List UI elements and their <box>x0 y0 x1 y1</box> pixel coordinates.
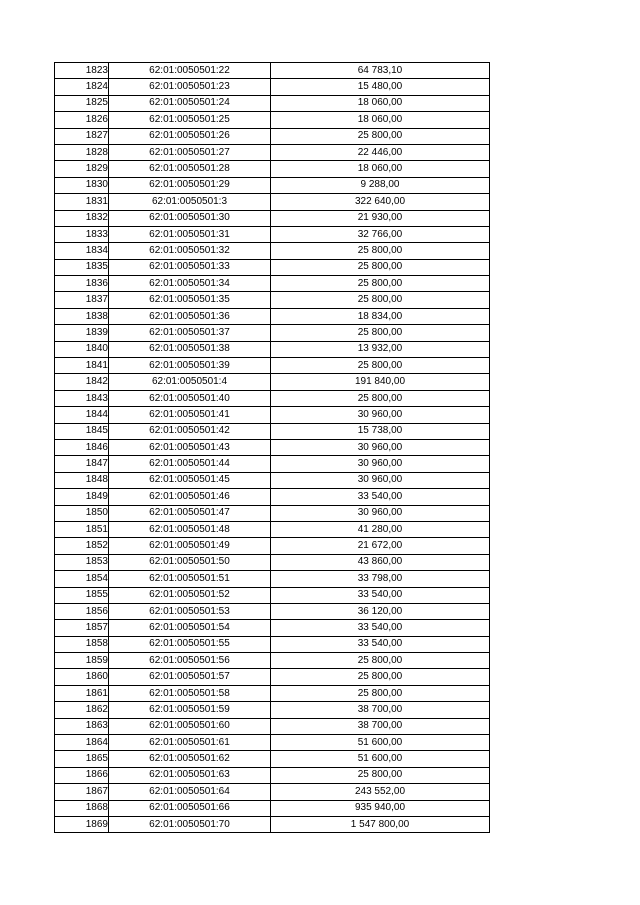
cadastral-value-cell: 18 060,00 <box>271 95 490 111</box>
cadastral-number-cell: 62:01:0050501:57 <box>109 669 271 685</box>
cadastral-value-cell: 25 800,00 <box>271 292 490 308</box>
table-row <box>55 571 490 587</box>
table-row <box>55 521 490 537</box>
row-number-cell: 1857 <box>55 620 109 636</box>
cadastral-number-cell: 62:01:0050501:63 <box>109 767 271 783</box>
row-number-cell: 1860 <box>55 669 109 685</box>
row-number-cell: 1849 <box>55 489 109 505</box>
table-row <box>55 292 490 308</box>
cadastral-value-cell: 15 480,00 <box>271 79 490 95</box>
table-row <box>55 374 490 390</box>
table-row <box>55 636 490 652</box>
row-number-cell: 1855 <box>55 587 109 603</box>
cadastral-number-cell: 62:01:0050501:24 <box>109 95 271 111</box>
cadastral-value-cell: 38 700,00 <box>271 702 490 718</box>
cadastral-value-cell: 243 552,00 <box>271 784 490 800</box>
cadastral-value-cell: 21 930,00 <box>271 210 490 226</box>
row-number-cell: 1839 <box>55 325 109 341</box>
cadastral-number-cell: 62:01:0050501:34 <box>109 276 271 292</box>
table-row <box>55 177 490 193</box>
cadastral-value-cell: 25 800,00 <box>271 259 490 275</box>
cadastral-value-cell: 25 800,00 <box>271 128 490 144</box>
row-number-cell: 1832 <box>55 210 109 226</box>
cadastral-value-cell: 191 840,00 <box>271 374 490 390</box>
table-row <box>55 226 490 242</box>
cadastral-number-cell: 62:01:0050501:44 <box>109 456 271 472</box>
row-number-cell: 1864 <box>55 735 109 751</box>
table-row <box>55 816 490 832</box>
row-number-cell: 1831 <box>55 194 109 210</box>
table-row <box>55 308 490 324</box>
cadastral-number-cell: 62:01:0050501:36 <box>109 308 271 324</box>
row-number-cell: 1854 <box>55 571 109 587</box>
cadastral-number-cell: 62:01:0050501:29 <box>109 177 271 193</box>
cadastral-value-table <box>54 62 490 833</box>
table-row <box>55 439 490 455</box>
row-number-cell: 1847 <box>55 456 109 472</box>
cadastral-value-cell: 18 060,00 <box>271 112 490 128</box>
row-number-cell: 1826 <box>55 112 109 128</box>
cadastral-number-cell: 62:01:0050501:58 <box>109 685 271 701</box>
row-number-cell: 1869 <box>55 816 109 832</box>
cadastral-number-cell: 62:01:0050501:50 <box>109 554 271 570</box>
cadastral-number-cell: 62:01:0050501:45 <box>109 472 271 488</box>
row-number-cell: 1848 <box>55 472 109 488</box>
cadastral-value-cell: 41 280,00 <box>271 521 490 537</box>
cadastral-number-cell: 62:01:0050501:40 <box>109 390 271 406</box>
cadastral-number-cell: 62:01:0050501:28 <box>109 161 271 177</box>
cadastral-value-cell: 21 672,00 <box>271 538 490 554</box>
cadastral-value-cell: 33 540,00 <box>271 636 490 652</box>
cadastral-value-cell: 30 960,00 <box>271 439 490 455</box>
cadastral-number-cell: 62:01:0050501:60 <box>109 718 271 734</box>
cadastral-value-cell: 18 060,00 <box>271 161 490 177</box>
cadastral-number-cell: 62:01:0050501:52 <box>109 587 271 603</box>
row-number-cell: 1833 <box>55 226 109 242</box>
cadastral-number-cell: 62:01:0050501:56 <box>109 653 271 669</box>
cadastral-number-cell: 62:01:0050501:59 <box>109 702 271 718</box>
cadastral-value-cell: 51 600,00 <box>271 735 490 751</box>
table-row <box>55 685 490 701</box>
cadastral-value-cell: 25 800,00 <box>271 325 490 341</box>
table-row <box>55 243 490 259</box>
table-row <box>55 800 490 816</box>
table-row <box>55 407 490 423</box>
row-number-cell: 1824 <box>55 79 109 95</box>
row-number-cell: 1823 <box>55 63 109 79</box>
cadastral-number-cell: 62:01:0050501:32 <box>109 243 271 259</box>
cadastral-number-cell: 62:01:0050501:25 <box>109 112 271 128</box>
cadastral-value-cell: 1 547 800,00 <box>271 816 490 832</box>
row-number-cell: 1841 <box>55 358 109 374</box>
row-number-cell: 1836 <box>55 276 109 292</box>
table-row <box>55 325 490 341</box>
cadastral-number-cell: 62:01:0050501:66 <box>109 800 271 816</box>
table-row <box>55 587 490 603</box>
cadastral-number-cell: 62:01:0050501:37 <box>109 325 271 341</box>
table-row <box>55 112 490 128</box>
table-row <box>55 620 490 636</box>
table-row <box>55 505 490 521</box>
cadastral-value-cell: 25 800,00 <box>271 390 490 406</box>
row-number-cell: 1868 <box>55 800 109 816</box>
cadastral-value-cell: 322 640,00 <box>271 194 490 210</box>
row-number-cell: 1830 <box>55 177 109 193</box>
row-number-cell: 1851 <box>55 521 109 537</box>
table-row <box>55 144 490 160</box>
cadastral-number-cell: 62:01:0050501:38 <box>109 341 271 357</box>
cadastral-number-cell: 62:01:0050501:31 <box>109 226 271 242</box>
table-row <box>55 554 490 570</box>
cadastral-value-cell: 25 800,00 <box>271 767 490 783</box>
table-row <box>55 390 490 406</box>
cadastral-value-cell: 43 860,00 <box>271 554 490 570</box>
cadastral-value-cell: 33 798,00 <box>271 571 490 587</box>
cadastral-value-cell: 25 800,00 <box>271 358 490 374</box>
table-row <box>55 358 490 374</box>
cadastral-value-cell: 33 540,00 <box>271 489 490 505</box>
cadastral-value-cell: 30 960,00 <box>271 505 490 521</box>
row-number-cell: 1856 <box>55 603 109 619</box>
table-body <box>55 63 490 833</box>
table-row <box>55 128 490 144</box>
row-number-cell: 1865 <box>55 751 109 767</box>
cadastral-value-cell: 935 940,00 <box>271 800 490 816</box>
table-row <box>55 718 490 734</box>
row-number-cell: 1862 <box>55 702 109 718</box>
cadastral-value-cell: 33 540,00 <box>271 587 490 603</box>
cadastral-value-cell: 30 960,00 <box>271 407 490 423</box>
cadastral-number-cell: 62:01:0050501:33 <box>109 259 271 275</box>
table-row <box>55 538 490 554</box>
cadastral-number-cell: 62:01:0050501:55 <box>109 636 271 652</box>
cadastral-value-cell: 22 446,00 <box>271 144 490 160</box>
table-row <box>55 489 490 505</box>
cadastral-value-cell: 25 800,00 <box>271 276 490 292</box>
cadastral-number-cell: 62:01:0050501:62 <box>109 751 271 767</box>
cadastral-number-cell: 62:01:0050501:47 <box>109 505 271 521</box>
row-number-cell: 1840 <box>55 341 109 357</box>
cadastral-value-cell: 15 738,00 <box>271 423 490 439</box>
cadastral-value-cell: 18 834,00 <box>271 308 490 324</box>
cadastral-number-cell: 62:01:0050501:23 <box>109 79 271 95</box>
cadastral-number-cell: 62:01:0050501:70 <box>109 816 271 832</box>
cadastral-number-cell: 62:01:0050501:64 <box>109 784 271 800</box>
cadastral-value-cell: 30 960,00 <box>271 456 490 472</box>
row-number-cell: 1827 <box>55 128 109 144</box>
row-number-cell: 1838 <box>55 308 109 324</box>
cadastral-number-cell: 62:01:0050501:41 <box>109 407 271 423</box>
cadastral-number-cell: 62:01:0050501:49 <box>109 538 271 554</box>
cadastral-number-cell: 62:01:0050501:61 <box>109 735 271 751</box>
row-number-cell: 1867 <box>55 784 109 800</box>
cadastral-number-cell: 62:01:0050501:30 <box>109 210 271 226</box>
cadastral-number-cell: 62:01:0050501:27 <box>109 144 271 160</box>
row-number-cell: 1863 <box>55 718 109 734</box>
table-row <box>55 784 490 800</box>
cadastral-number-cell: 62:01:0050501:35 <box>109 292 271 308</box>
table-row <box>55 735 490 751</box>
table-row <box>55 669 490 685</box>
table-row <box>55 276 490 292</box>
row-number-cell: 1825 <box>55 95 109 111</box>
row-number-cell: 1850 <box>55 505 109 521</box>
table-row <box>55 472 490 488</box>
table-row <box>55 702 490 718</box>
cadastral-number-cell: 62:01:0050501:46 <box>109 489 271 505</box>
cadastral-number-cell: 62:01:0050501:53 <box>109 603 271 619</box>
cadastral-value-cell: 64 783,10 <box>271 63 490 79</box>
cadastral-value-cell: 25 800,00 <box>271 653 490 669</box>
cadastral-number-cell: 62:01:0050501:22 <box>109 63 271 79</box>
cadastral-value-cell: 33 540,00 <box>271 620 490 636</box>
cadastral-value-cell: 38 700,00 <box>271 718 490 734</box>
row-number-cell: 1837 <box>55 292 109 308</box>
cadastral-value-cell: 36 120,00 <box>271 603 490 619</box>
cadastral-value-cell: 13 932,00 <box>271 341 490 357</box>
row-number-cell: 1845 <box>55 423 109 439</box>
table-row <box>55 259 490 275</box>
cadastral-value-cell: 30 960,00 <box>271 472 490 488</box>
row-number-cell: 1835 <box>55 259 109 275</box>
row-number-cell: 1852 <box>55 538 109 554</box>
row-number-cell: 1859 <box>55 653 109 669</box>
cadastral-number-cell: 62:01:0050501:3 <box>109 194 271 210</box>
row-number-cell: 1853 <box>55 554 109 570</box>
row-number-cell: 1829 <box>55 161 109 177</box>
row-number-cell: 1842 <box>55 374 109 390</box>
table-row <box>55 63 490 79</box>
cadastral-number-cell: 62:01:0050501:26 <box>109 128 271 144</box>
table-row <box>55 210 490 226</box>
cadastral-value-cell: 25 800,00 <box>271 243 490 259</box>
row-number-cell: 1834 <box>55 243 109 259</box>
cadastral-number-cell: 62:01:0050501:48 <box>109 521 271 537</box>
row-number-cell: 1866 <box>55 767 109 783</box>
cadastral-number-cell: 62:01:0050501:54 <box>109 620 271 636</box>
cadastral-number-cell: 62:01:0050501:42 <box>109 423 271 439</box>
cadastral-number-cell: 62:01:0050501:4 <box>109 374 271 390</box>
cadastral-number-cell: 62:01:0050501:51 <box>109 571 271 587</box>
cadastral-value-cell: 51 600,00 <box>271 751 490 767</box>
row-number-cell: 1846 <box>55 439 109 455</box>
row-number-cell: 1843 <box>55 390 109 406</box>
row-number-cell: 1828 <box>55 144 109 160</box>
cadastral-number-cell: 62:01:0050501:43 <box>109 439 271 455</box>
table-row <box>55 194 490 210</box>
row-number-cell: 1844 <box>55 407 109 423</box>
table-row <box>55 423 490 439</box>
table-row <box>55 456 490 472</box>
table-row <box>55 95 490 111</box>
table-row <box>55 653 490 669</box>
cadastral-value-cell: 32 766,00 <box>271 226 490 242</box>
cadastral-value-cell: 25 800,00 <box>271 669 490 685</box>
table-row <box>55 603 490 619</box>
cadastral-value-cell: 25 800,00 <box>271 685 490 701</box>
table-row <box>55 161 490 177</box>
table-row <box>55 79 490 95</box>
cadastral-value-cell: 9 288,00 <box>271 177 490 193</box>
table-row <box>55 341 490 357</box>
table-row <box>55 751 490 767</box>
table-row <box>55 767 490 783</box>
row-number-cell: 1858 <box>55 636 109 652</box>
cadastral-number-cell: 62:01:0050501:39 <box>109 358 271 374</box>
row-number-cell: 1861 <box>55 685 109 701</box>
